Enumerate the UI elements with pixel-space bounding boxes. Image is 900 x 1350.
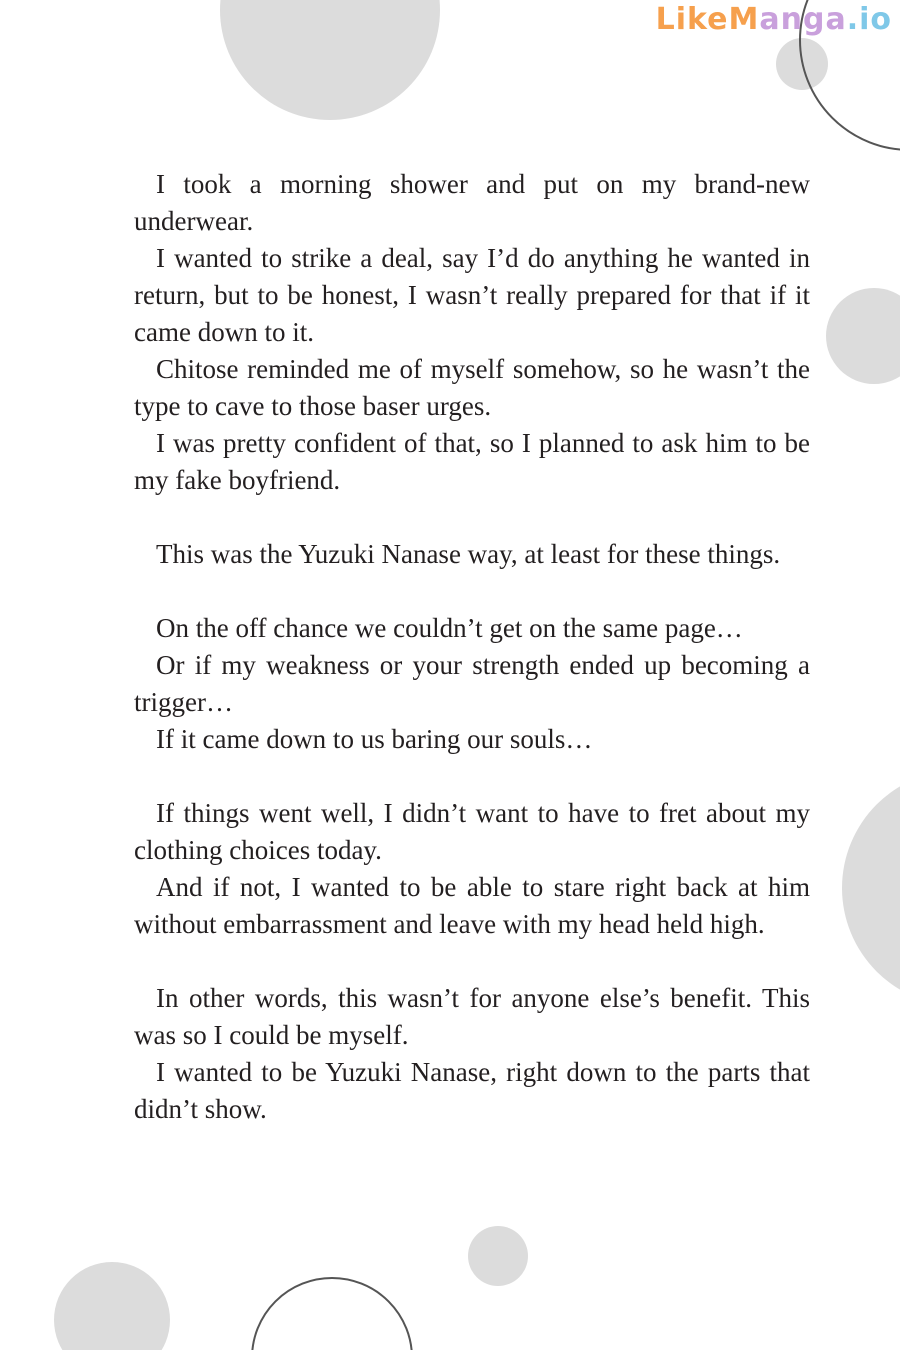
watermark-logo	[656, 2, 892, 37]
paragraph-gap	[134, 758, 810, 795]
page-text	[134, 166, 810, 1128]
watermark-part-1: LikeM	[655, 2, 760, 37]
paragraph: On the off chance we couldn’t get on the same page…	[156, 613, 743, 643]
paragraph: I wanted to be Yuzuki Nanase, right down to the parts that didn’t show.	[134, 1057, 810, 1124]
paragraph-gap	[134, 943, 810, 980]
paragraph: I wanted to strike a deal, say I’d do anything he wanted in return, but to be honest, I wasn’t really prepared for that if it came down to it.	[134, 243, 810, 347]
paragraph-gap	[134, 573, 810, 610]
circle-bottom-left	[54, 1262, 170, 1350]
watermark-part-3: .io	[846, 2, 892, 37]
paragraph: Or if my weakness or your strength ended up becoming a trigger…	[134, 650, 810, 717]
ring-bottom	[252, 1278, 412, 1350]
circle-top	[220, 0, 440, 120]
circle-top-right-small	[776, 38, 828, 90]
paragraph: Chitose reminded me of myself somehow, so he wasn’t the type to cave to those baser urges.	[134, 354, 810, 421]
paragraph: I took a morning shower and put on my brand-new underwear.	[134, 169, 810, 236]
circle-right-large	[842, 770, 900, 1006]
paragraph: This was the Yuzuki Nanase way, at least for these things.	[156, 539, 781, 569]
paragraph: And if not, I wanted to be able to stare right back at him without embarrassment and leave with my head held high.	[134, 872, 810, 939]
paragraph: I was pretty confident of that, so I planned to ask him to be my fake boyfriend.	[134, 428, 810, 495]
watermark-part-2: anga	[759, 2, 847, 37]
paragraph: In other words, this wasn’t for anyone else’s benefit. This was so I could be myself.	[134, 983, 810, 1050]
circle-right-middle	[826, 288, 900, 384]
circle-bottom-small	[468, 1226, 528, 1286]
paragraph: If things went well, I didn’t want to have to fret about my clothing choices today.	[134, 798, 810, 865]
paragraph: If it came down to us baring our souls…	[156, 724, 593, 754]
paragraph-gap	[134, 499, 810, 536]
